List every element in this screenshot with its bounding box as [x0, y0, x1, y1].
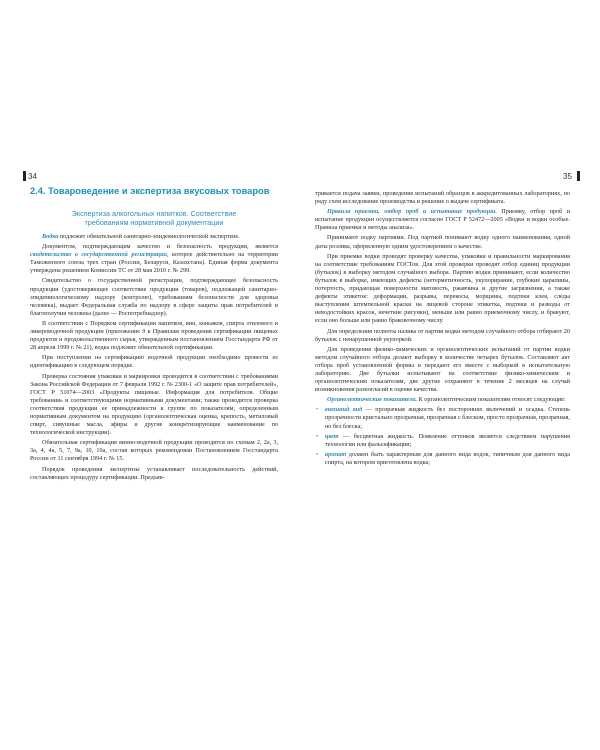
paragraph	[315, 208, 570, 232]
paragraph: Проверка состояния упаковки и маркировки проводится в соответствии с требованиями Закона Российской Федерации от 7 февраля 1992 г. № 2300-1 «О защите прав потребителей», ГОСТ Р 51074—2003 «Продукты пищевые. Информация для потребителя. Общие требования» и соответствующими нормативными документами; также проводится проверка соответствия продукции ее принадлежности к группе по показателям, определенным нормативным документом на продукцию (органолептическая оценка, крепость, метиловый спирт, сивушные масла, эфиры и другие конкретизирующие наименование по технологической инструкции).	[30, 372, 278, 437]
paragraph-text: Документом, подтверждающим качество и безопасность продукции, является	[42, 243, 278, 251]
paragraph: Обязательная сертификация винно-водочной продукции проводится по схемам 2, 2а, 3, 3а, 4, 4а, 5, 7, 9а, 10, 10а, состав которых рекомендован Постановлением Госстандарта России от 11 сентября 1994 г. № 15.	[30, 439, 278, 463]
paragraph-text: , которое действительно на территории Таможенного союза трех стран (России, Беларуси, Казахстана). Единая форма документа утверждена решением Комиссии ТС от 28 мая 2010 г. № 299.	[30, 251, 278, 275]
list-item-text: — прозрачная жидкость без посторонних включений и осадка. Степень прозрачности кристально прозрачная, прозрачная с блеском, просто прозрачная, прозрачная, но без блеска;	[325, 406, 570, 430]
paragraph: При поступлении на сертификацию водочной продукции необходимо провести ее идентификацию в следующем порядке.	[30, 354, 278, 370]
highlighted-term: внешний вид	[325, 406, 363, 414]
right-page-column	[315, 190, 570, 469]
paragraph: тривается подача заявки, проведение испытаний образцов в аккредитованных лабораториях, по ряду схем исследование производства и решение о выдаче сертификата.	[315, 190, 570, 206]
paragraph: Для определения полноты налива от партии водки методом случайного отбора отбирают 20 бутылок с ненарушенной укупоркой.	[315, 327, 570, 343]
subsection-title	[30, 209, 278, 227]
paragraph: Свидетельство о государственной регистрации, подтверждающее безопасность продукции (удостоверяющее соответствие продукции (товаров), подлежащей санитарно-эпидемиологическому надзору (контролю), требованиям безопасности для здоровья человека), выдает Федеральная служба по надзору в сфере защиты прав потребителей и благополучия человека (далее — Роспотребнадзор).	[30, 277, 278, 317]
paragraph-text: подлежит обязательной санитарно-эпидемиологической экспертизе.	[58, 233, 240, 240]
subsection-title-line-2: требованиям нормативной документации	[84, 218, 224, 227]
list-item-text: — бесцветная жидкость. Появление оттенков является следствием нарушения технологии или фальсификации;	[325, 432, 570, 448]
highlighted-term: свидетельство о государственной регистрации	[30, 251, 167, 259]
highlighted-term: Водка	[42, 233, 59, 240]
page-number-right: 35	[563, 172, 572, 181]
left-page-column	[30, 186, 278, 484]
paragraph	[30, 243, 278, 275]
highlighted-term: Правила приемки, отбор проб и испытание продукции.	[327, 208, 497, 216]
paragraph: Порядок проведения экспертизы устанавливает последовательность действий, составляющих процедуру сертификации. Предъяв-	[30, 465, 278, 481]
highlighted-term: Органолептические показатели.	[327, 396, 418, 404]
paragraph	[315, 396, 570, 404]
paragraph-text: Приемку, отбор проб и испытание продукции осуществляется согласно ГОСТ Р 52472—2005 «Водки и водки особые. Правила приемки и методы анализа».	[315, 208, 571, 232]
highlighted-term: аромат	[325, 450, 347, 458]
subsection-title-line-1: Экспертиза алкогольных напитков. Соответствие	[71, 209, 237, 218]
paragraph: При приемке водки проводят проверку качества, упаковки и правильности маркирования на соответствие требованиям ГОСТов. Для этой проверки проводят отбор единиц продукции (бутылок) в выборку методом случайного выбора. Партию водки принимают, если количество бутылок в выборке, имеющих дефекты (нетерметичность, укупорирание, глубокие царапины, потертость, придающая поверхности матовость, ржавчина и другие загрязнения, а также дефекты этикеток: деформации, разрывы, перекосы, морщины, подтеки клея, следы выступления штемпельной краски на лицевой стороне этикетка, подтеки и разводы от неводостойких красок, нечеткие рисунки), меньше или равно приемочному числу, и бракуют, если оно больше или равно браковочному числу.	[315, 252, 570, 325]
page-number-left: 34	[28, 172, 37, 181]
list-item-text: должен быть характерным для данного вида водок, типичным для данного вида спирта, на котором приготовлена водка;	[325, 450, 570, 466]
paragraph: В соответствии с Порядком сертификации напитков, вин, коньяков, спирта этилового и ликероводочной продукции (приложение 9 к Правилам проведения сертификации пищевых продуктов и продовольственного сырья, утвержденным постановлением Госстандарта РФ от 28 апреля 1999 г. № 21), водка подлежит обязательной сертификации.	[30, 319, 278, 352]
list-item	[315, 433, 570, 449]
paragraph: Принимают водку партиями. Под партией понимают водку одного наименования, одной даты розлива, оформленную одним удостоверением о качестве.	[315, 234, 570, 250]
section-title: 2.4. Товароведение и экспертиза вкусовых товаров	[30, 186, 270, 196]
list-item	[315, 406, 570, 430]
list-item	[315, 451, 570, 467]
organoleptic-list	[315, 406, 570, 467]
paragraph: Для проведения физико-химических и органолептических испытаний от партии водки методом случайного отбора делают выборку в количестве четырех бутылок. Составляют акт отбора проб установленной формы и передают его вместе с выборкой в испытательную лабораторию. Две бутылки испытывают на соответствие физико-химическим и органолептическим показателям, две другие сохраняют в течение 2 месяцев на случай возникновения разногласий в оценке качества.	[315, 345, 570, 394]
highlighted-term: цвет	[325, 432, 339, 440]
paragraph	[30, 233, 278, 241]
paragraph-text: К органолептическим показателям относят следующие:	[417, 396, 566, 404]
